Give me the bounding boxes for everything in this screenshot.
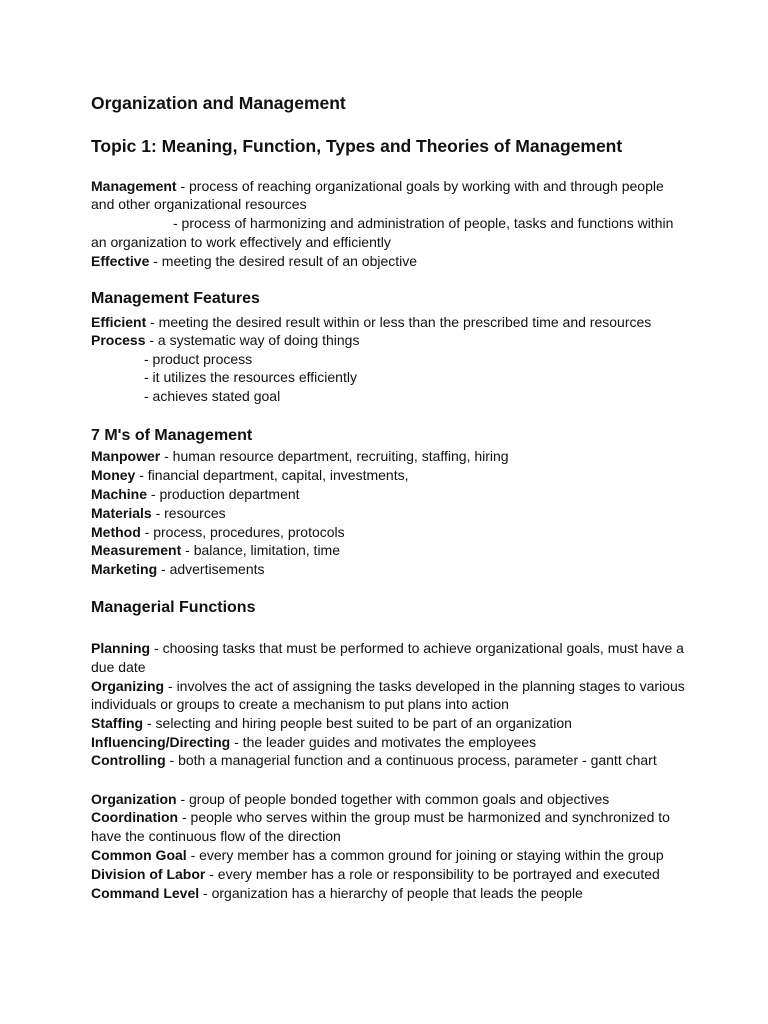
term-efficient: Efficient: [91, 313, 147, 330]
list-item: [91, 677, 685, 696]
term: Organization: [91, 790, 177, 807]
term: Command Level: [91, 884, 200, 901]
term: Common Goal: [91, 846, 187, 863]
term: Machine: [91, 485, 148, 502]
term-effective: Effective: [91, 252, 150, 269]
definition-text: - financial department, capital, investments,: [139, 466, 409, 483]
list-item: [91, 447, 509, 466]
definition-text: - selecting and hiring people best suited to be part of an organization: [147, 714, 572, 731]
definition-text: - every member has a common ground for joining or staying within the group: [190, 846, 664, 863]
section-heading-features: Management Features: [91, 290, 260, 307]
list-item: [91, 714, 572, 733]
list-item: [91, 541, 340, 560]
definition-text: - balance, limitation, time: [185, 541, 340, 558]
term: Influencing/Directing: [91, 733, 231, 750]
definition-management: [91, 177, 664, 196]
list-item: [91, 751, 657, 770]
definition-text: - both a managerial function and a continuous process, parameter - gantt chart: [169, 751, 657, 768]
list-item: [91, 504, 226, 523]
definition-effective: [91, 252, 417, 271]
term: Method: [91, 523, 141, 540]
list-item: [91, 790, 609, 809]
list-item: [91, 466, 408, 485]
definition-continuation: due date: [91, 658, 146, 675]
definition-text: - human resource department, recruiting, staffing, hiring: [164, 447, 509, 464]
definition-text: - meeting the desired result within or less than the prescribed time and resources: [150, 313, 652, 330]
definition-text: - every member has a role or responsibility to be portrayed and executed: [209, 865, 660, 882]
term: Measurement: [91, 541, 182, 558]
definition-text: - production department: [150, 485, 300, 502]
term: Division of Labor: [91, 865, 206, 882]
list-item: [91, 884, 583, 903]
definition-text: - process, procedures, protocols: [144, 523, 345, 540]
process-subpoint: - it utilizes the resources efficiently: [144, 368, 357, 385]
definition-continuation: and other organizational resources: [91, 195, 307, 212]
definition-continuation: an organization to work effectively and efficiently: [91, 233, 391, 250]
list-item: [91, 523, 345, 542]
section-heading-managerial-functions: Managerial Functions: [91, 599, 256, 616]
process-subpoint: - achieves stated goal: [144, 387, 281, 404]
section-heading-seven-ms: 7 M's of Management: [91, 427, 253, 444]
term: Coordination: [91, 808, 179, 825]
definition-continuation: individuals or groups to create a mechanism to put plans into action: [91, 695, 509, 712]
list-item: [91, 846, 664, 865]
definition-text: - advertisements: [161, 560, 265, 577]
definition-text: - choosing tasks that must be performed to achieve organizational goals, must have a: [154, 639, 684, 656]
term-management: Management: [91, 177, 177, 194]
definition-management-alt: - process of harmonizing and administration of people, tasks and functions within: [173, 214, 674, 231]
term: Manpower: [91, 447, 161, 464]
term-process: Process: [91, 331, 146, 348]
list-item: [91, 865, 660, 884]
term: Planning: [91, 639, 151, 656]
definition-text: - organization has a hierarchy of people that leads the people: [203, 884, 583, 901]
list-item: [91, 733, 536, 752]
term: Staffing: [91, 714, 144, 731]
list-item: [91, 808, 670, 827]
definition-efficient: [91, 313, 651, 332]
definition-text: - involves the act of assigning the tasks developed in the planning stages to various: [168, 677, 685, 694]
definition-process: [91, 331, 359, 350]
term: Organizing: [91, 677, 165, 694]
list-item: [91, 485, 300, 504]
definition-continuation: have the continuous flow of the direction: [91, 827, 341, 844]
definition-text: - meeting the desired result of an objective: [153, 252, 418, 269]
list-item: [91, 560, 265, 579]
definition-text: - a systematic way of doing things: [149, 331, 360, 348]
definition-text: - the leader guides and motivates the employees: [234, 733, 537, 750]
definition-text: - process of reaching organizational goals by working with and through people: [180, 177, 664, 194]
term: Marketing: [91, 560, 158, 577]
term: Money: [91, 466, 136, 483]
definition-text: - group of people bonded together with common goals and objectives: [180, 790, 610, 807]
term: Controlling: [91, 751, 166, 768]
term: Materials: [91, 504, 152, 521]
definition-text: - resources: [155, 504, 226, 521]
list-item: [91, 639, 684, 658]
definition-text: - people who serves within the group must be harmonized and synchronized to: [182, 808, 670, 825]
process-subpoint: - product process: [144, 350, 253, 367]
topic-heading: Topic 1: Meaning, Function, Types and Theories of Management: [91, 136, 623, 156]
document-title: Organization and Management: [91, 93, 346, 113]
